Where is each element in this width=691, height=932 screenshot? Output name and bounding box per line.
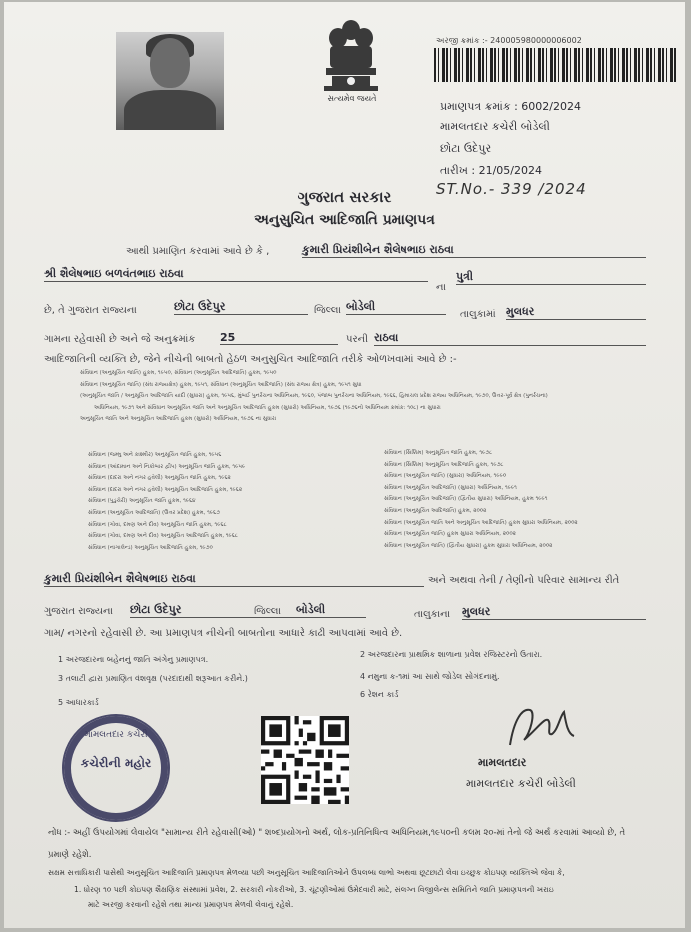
family-taluka-label: તાલુકાના — [414, 609, 451, 620]
handwritten-number: ST.No.- 339 /2024 — [436, 180, 587, 198]
family-taluka-value: મુલધર — [462, 605, 646, 620]
emblem-motto: સત્યમેવ જયતે — [327, 94, 377, 103]
family-district-label: જિલ્લા — [254, 606, 281, 617]
certificate-page — [4, 2, 685, 928]
family-subdistrict-value: બોડેલી — [296, 603, 326, 616]
office-name: મામલતદાર કચેરી બોડેલી — [440, 120, 550, 133]
signatory-office: મામલતદાર કચેરી બોડેલી — [466, 777, 576, 790]
orders-list-left: સંવિધાન (જમ્મુ અને કાશ્મીર) અનુસૂચિત જાતિ હુકમ, ૧૯૫૬ સંવિધાન (આંદામાન અને નિકોબાર દ્વીપ) અનુસૂચિત જાતિ હુકમ, ૧૯૫૯ સંવિધાન (દાદરા અને નગર હવેલી) અનુસૂચિત જાતિ હુકમ, ૧૯૬૨ સંવિધાન (દાદરા અને નગર હવેલી) અનુસૂચિત આદિજાતિ હુકમ, ૧૯૬૨ સંવિધાન (પુડુચેરી) અનુસૂચિત જાતિ હુકમ, ૧૯૬૪ સંવિધાન (અનુસૂચિત આદિજાતિ) (ઉત્તર પ્રદેશ) હુકમ, ૧૯૬૭ સંવિધાન (ગોવા, દમણ અને દીવ) અનુસૂચિત જાતિ હુકમ, ૧૯૬૮ સંવિધાન (ગોવા, દમણ અને દીવ) અનુસૂચિત આદિજાતિ હુકમ, ૧૯૬૮ સંવિધાન (નાગાલેન્ડ) અનુસૂચિત આદિજાતિ હુકમ, ૧૯૭૦ — [88, 452, 246, 551]
orders-list-right: સંવિધાન (સિક્કિમ) અનુસૂચિત જાતિ હુકમ, ૧૯૭૮ સંવિધાન (સિક્કિમ) અનુસૂચિત આદિજાતિ હુકમ, ૧૯૭૮ સંવિધાન (અનુસૂચિત જાતિ) (સુધારા) અધિનિયમ, ૧૯૯૦ સંવિધાન (અનુસૂચિત આદિજાતિ) (સુધારા) અધિનિયમ, ૧૯૯૧ સંવિધાન (અનુસૂચિત આદિજાતિ) (દ્વિતીય સુધારા) અધિનિયમ, હુકમ ૧૯૯૧ સંવિધાન (અનુસૂચિત આદિજાતિ) હુકમ, ૨૦૦૨ સંવિધાન (અનુસૂચિત જાતિ અને અનુસૂચિત આદિજાતિ) હુકમ સુધારા અધિનિયમ, ૨૦૦૨ સંવિધાન (અનુસૂચિત જાતિ) હુકમ સુધારા અધિનિયમ, ૨૦૦૨ સંવિધાન (અનુસૂચિત જાતિ) (દ્વિતીય સુધારા) હુકમ સુધારા અધિનિયમ, ૨૦૦૨ — [384, 450, 578, 549]
pariki-label: પરની — [346, 334, 368, 345]
orders-block: સંવિધાન (અનુસૂચિત જાતિ) હુકમ, ૧૯૫૦, સંવિધાન (અનુસૂચિત આદિજાતિ) હુકમ, ૧૯૫૦ સંવિધાન (અનુસૂચિત જાતિ) (સંઘ રાજ્યક્ષેત્ર) હુકમ, ૧૯૫૧, સંવિધાન (અનુસૂચિત આદિજાતિ) (સંઘ રાજ્ય ક્ષેત્ર) હુકમ, ૧૯૫૧ સુધા (અનુસૂચિત જાતિ / અનુસૂચિત આદિજાતિ યાદી (સુધારા) હુકમ, ૧૯૫૬, મુંબઈ પુનર્રચના અધિનિયમ, ૧૯૬૦, પંજાબ પુનર્રચના અધિનિયમ, ૧૯૬૬, હિમાચલ પ્રદેશ રાજ્ય અધિનિયમ, ૧૯૭૦, ઉત્તર-પૂર્વ ક્ષેત્ર (પુનર્રચના) અધિનિયમ, ૧૯૭૧ અને સંવિધાન અનુસૂચિત જાતિ અને અનુસૂચિત આદિજાતિ હુકમ (સુધારો) અધિનિયમ, ૧૯૭૬ (૧૯૭૬નો અધિનિયમ ક્રમાંક: ૧૦૮) ના સુધારા અનુસૂચિત જાતિ અને અનુસૂચિત આદિજાતિ હુકમ (સુધારો) અધિનિયમ, ૧૯૭૬ ના સુધારા — [80, 370, 548, 422]
relation: પુત્રી — [456, 270, 646, 285]
applicant-photo — [116, 32, 224, 130]
signatory-title: મામલતદાર — [478, 756, 527, 769]
taluka-value: મુલધર — [506, 305, 646, 320]
certificate-number: પ્રમાણપત્ર ક્રમાંક : 6002/2024 — [440, 100, 581, 113]
family-name: કુમારી પ્રિયંશીબેન શૈલેષભાઇ રાઠવા — [44, 572, 424, 587]
family-text: અને અથવા તેની / તેણીનો પરિવાર સામાન્ય રીતે — [428, 575, 620, 586]
note-1-cont: પ્રમાણે રહેશે. — [48, 850, 92, 860]
office-district: છોટા ઉદેપુર — [440, 142, 492, 155]
certify-text: આથી પ્રમાણિત કરવામાં આવે છે કે , — [126, 246, 270, 257]
note-4: માટે અરજી કરવાની રહેશે તથા માન્ય પ્રમાણપત્ર મેળવી લેવાનું રહેશે. — [88, 900, 294, 909]
na-label: ના — [436, 282, 446, 293]
district-value: છોટા ઉદેપુર — [174, 300, 308, 315]
tribe-text: આદિજાતિની વ્યક્તિ છે, જેને નીચેની બાબતો હેઠળ અનુસુચિત આદિજાતિ તરીકે ઓળખવામાં આવે છે :- — [44, 354, 457, 365]
family-state-text: ગુજરાત રાજ્યના — [44, 606, 113, 617]
family-village-text: ગામ/ નગરનો રહેવાસી છે. આ પ્રમાણપત્ર નીચેની બાબતોના આધારે કાઢી આપવામાં આવે છે. — [44, 628, 403, 639]
father-name: શ્રી શૈલેષભાઇ બળવંતભાઇ રાઠવા — [44, 267, 428, 282]
barcode — [434, 48, 676, 82]
note-3: 1. ધોરણ ૧૦ પછી કોઇપણ શૈક્ષણિક સંસ્થામાં પ્રવેશ, 2. સરકારી નોકરીઓ, 3. ચૂંટણીઓમાં ઉમેદવારી માટે, સંલગ્ન વિજીલેન્સ સમિતિને જાતિ પ્રમાણપત્રની ખરાઇ — [74, 885, 554, 894]
taluka-label: તાલુકામાં — [460, 309, 496, 320]
state-text: છે, તે ગુજરાત રાજ્યના — [44, 305, 137, 316]
tribe-name: રાઠવા — [374, 331, 646, 346]
government-title: ગુજરાત સરકાર — [297, 188, 392, 206]
requirement-6: 6 રેશન કાર્ડ — [360, 690, 399, 699]
requirement-4: 4 નમુના ક-૧માં આ સાથે જોડેલ સોગંદનામું. — [360, 672, 500, 681]
certificate-title: અનુસુચિત આદિજાતિ પ્રમાણપત્ર — [254, 212, 435, 228]
subdistrict-value: બોડેલી — [346, 300, 446, 315]
requirement-5: 5 આધારકાર્ડ — [58, 698, 99, 707]
signature-icon — [500, 690, 580, 760]
office-seal: મામલતદાર કચેરી કચેરીની મહોર — [62, 714, 170, 822]
village-text: ગામના રહેવાસી છે અને જે અનુક્રમાંક — [44, 334, 196, 345]
qr-code — [261, 716, 349, 804]
requirement-3: 3 તલાટી દ્વારા પ્રમાણિત વંશવૃક્ષ (પરદાદાથી શરૂઆત કરીને.) — [58, 674, 248, 683]
application-number: અરજી ક્રમાંક :- 240005980000006002 — [436, 36, 582, 45]
serial-number: 25 — [220, 331, 338, 345]
certificate-date: તારીખ : 21/05/2024 — [440, 164, 542, 177]
applicant-name: કુમારી પ્રિયંશીબેન શૈલેષભાઇ રાઠવા — [302, 243, 646, 258]
note-1: નોંધ :- અહીં ઉપયોગમાં લેવાયેલ "સામાન્ય રીતે રહેવાસી(ઓ) " શબ્દપ્રયોગનો અર્થ, લોક-પ્રતિનિધિત્વ અધિનિયમ,૧૯૫૦ની કલમ ૨૦-માં તેનો જે અર્થ કરવામાં આવ્યો છે, તે — [48, 828, 626, 838]
note-2: સક્ષમ સત્તાધિકારી પાસેથી અનુસૂચિત આદિજાતિ પ્રમાણપત્ર મેળવ્યા પછી અનુસૂચિત આદિજાતિઓને ઉપલબ્ધ લાભો અથવા છૂટછાટો લેવા ઇચ્છુક કોઇપણ વ્યક્તિએ જેવા કે, — [48, 868, 565, 877]
family-district-value: છોટા ઉદેપુર — [130, 603, 366, 618]
requirement-1: 1 અરજદારના બહેનનું જાતિ અંગેનુ પ્રમાણપત્ર. — [58, 655, 209, 664]
requirement-2: 2 અરજદારના પ્રાથમિક શાળાના પ્રવેશ રજિસ્ટરનો ઉતારા. — [360, 650, 543, 659]
district-label: જિલ્લા — [314, 305, 341, 316]
